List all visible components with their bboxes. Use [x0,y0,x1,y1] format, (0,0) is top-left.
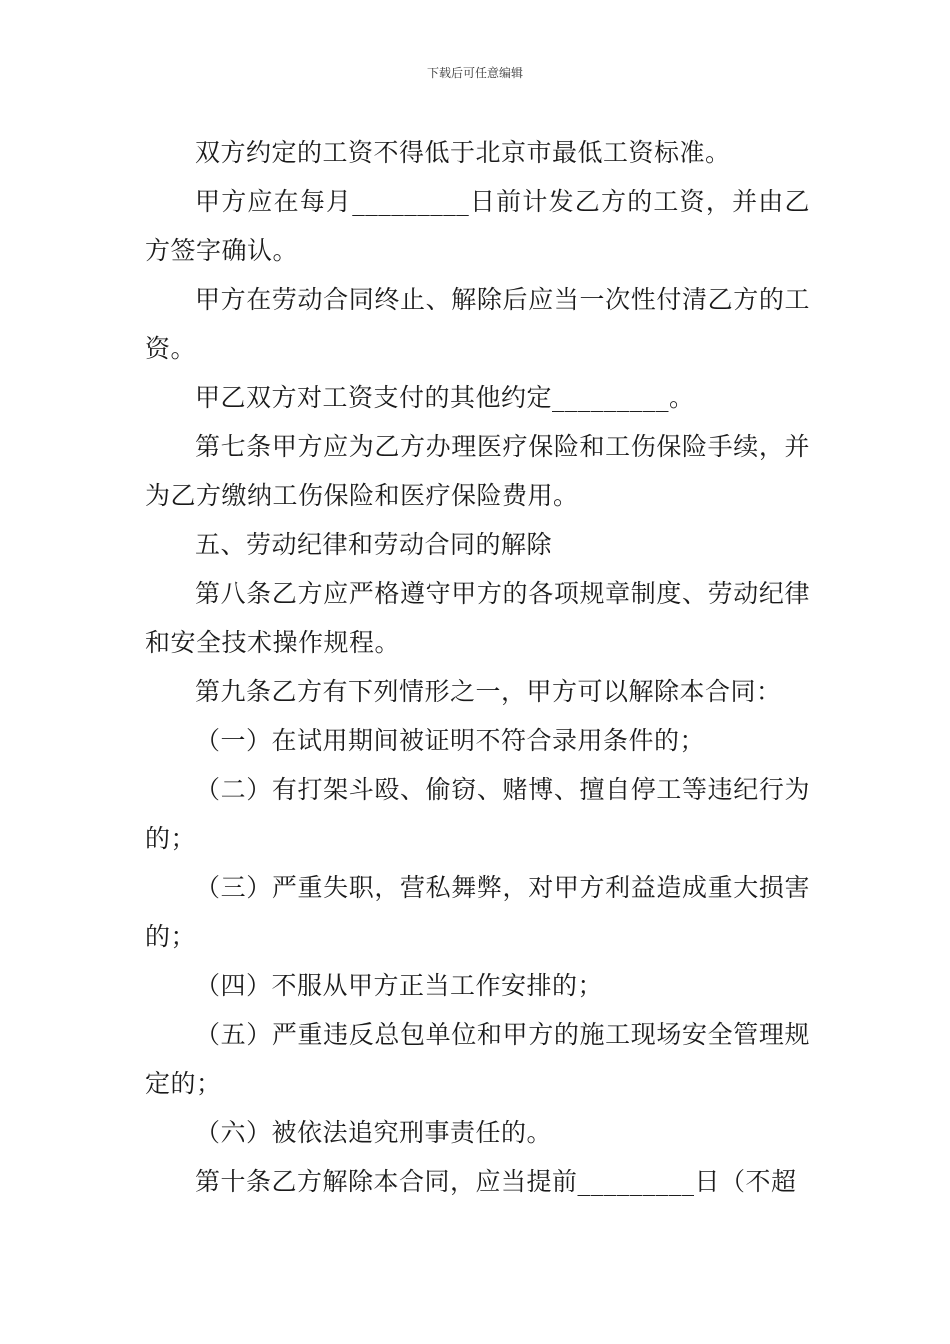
list-item: （三）严重失职，营私舞弊，对甲方利益造成重大损害的； [145,873,810,951]
list-item: （一）在试用期间被证明不符合录用条件的； [195,726,706,755]
paragraph: 甲方在劳动合同终止、解除后应当一次性付清乙方的工资。 [145,285,810,363]
section-heading: 五、劳动纪律和劳动合同的解除 [195,530,553,559]
paragraph: 双方约定的工资不得低于北京市最低工资标准。 [195,138,731,167]
paragraph: 第八条乙方应严格遵守甲方的各项规章制度、劳动纪律和安全技术操作规程。 [145,579,810,657]
list-item: （二）有打架斗殴、偷窃、赌博、擅自停工等违纪行为的； [145,775,810,853]
paragraph: 第十条乙方解除本合同，应当提前_________日（不超 [195,1167,797,1196]
paragraph: 甲方应在每月_________日前计发乙方的工资，并由乙方签字确认。 [145,187,810,265]
list-item: （五）严重违反总包单位和甲方的施工现场安全管理规定的； [145,1020,810,1098]
list-item: （六）被依法追究刑事责任的。 [195,1118,553,1147]
paragraph: 第九条乙方有下列情形之一，甲方可以解除本合同： [195,677,782,706]
document-body [145,128,810,1206]
paragraph: 甲乙双方对工资支付的其他约定_________。 [195,383,695,412]
paragraph: 第七条甲方应为乙方办理医疗保险和工伤保险手续，并为乙方缴纳工伤保险和医疗保险费用。 [145,432,810,510]
page-header: 下载后可任意编辑 [426,66,523,80]
list-item: （四）不服从甲方正当工作安排的； [195,971,604,1000]
